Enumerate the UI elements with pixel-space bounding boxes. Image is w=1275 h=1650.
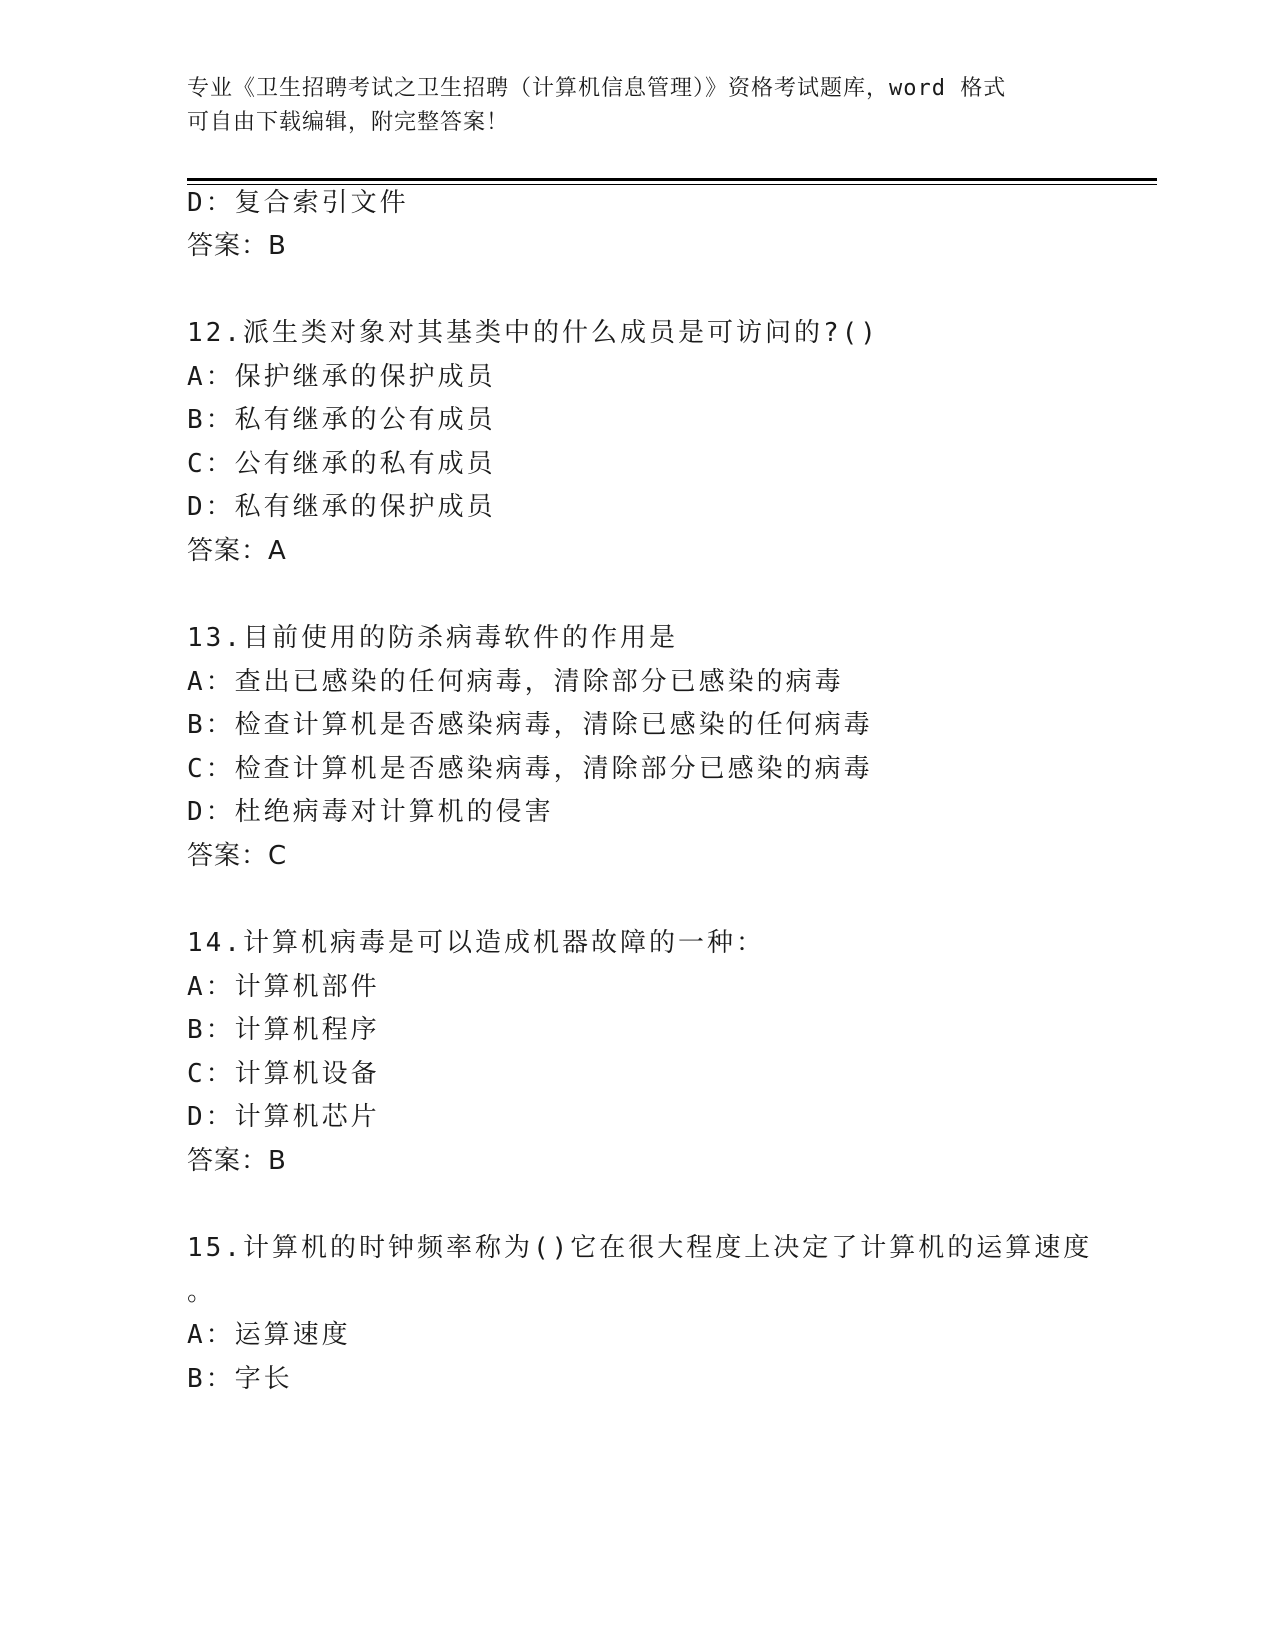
q12-answer: 答案：A [187, 536, 287, 566]
q13-option-b: B：检查计算机是否感染病毒，清除已感染的任何病毒 [187, 710, 873, 740]
q15-option-b: B：字长 [187, 1364, 293, 1394]
q14-option-d: D：计算机芯片 [187, 1102, 380, 1132]
q14-answer: 答案：B [187, 1146, 287, 1176]
q13-option-c: C：检查计算机是否感染病毒，清除部分已感染的病毒 [187, 754, 873, 784]
q12-option-c: C：公有继承的私有成员 [187, 449, 496, 479]
q12-option-b: B：私有继承的公有成员 [187, 405, 496, 435]
q12-stem: 12.派生类对象对其基类中的什么成员是可访问的?() [187, 318, 879, 348]
q11-option-d: D：复合索引文件 [187, 188, 409, 218]
q14-option-a: A：计算机部件 [187, 972, 380, 1002]
q13-stem: 13.目前使用的防杀病毒软件的作用是 [187, 623, 678, 653]
q13-answer: 答案：C [187, 841, 288, 871]
q15-option-a: A：运算速度 [187, 1320, 351, 1350]
q15-stem-continuation: 。 [187, 1277, 217, 1307]
q14-stem: 14.计算机病毒是可以造成机器故障的一种： [187, 928, 765, 958]
header-line-1: 专业《卫生招聘考试之卫生招聘（计算机信息管理）》资格考试题库，word 格式 [187, 76, 1007, 101]
header-rule-thin [187, 184, 1157, 185]
header-line-2: 可自由下载编辑，附完整答案！ [187, 110, 510, 135]
q13-option-a: A：查出已感染的任何病毒，清除部分已感染的病毒 [187, 667, 844, 697]
q14-option-c: C：计算机设备 [187, 1059, 380, 1089]
q13-option-d: D：杜绝病毒对计算机的侵害 [187, 797, 554, 827]
q12-option-a: A：保护继承的保护成员 [187, 362, 496, 392]
q11-answer: 答案：B [187, 231, 287, 261]
q12-option-d: D：私有继承的保护成员 [187, 492, 496, 522]
q14-option-b: B：计算机程序 [187, 1015, 380, 1045]
document-header [187, 72, 1087, 140]
q15-stem: 15.计算机的时钟频率称为()它在很大程度上决定了计算机的运算速度 [187, 1233, 1093, 1263]
header-rule-thick [187, 178, 1157, 181]
